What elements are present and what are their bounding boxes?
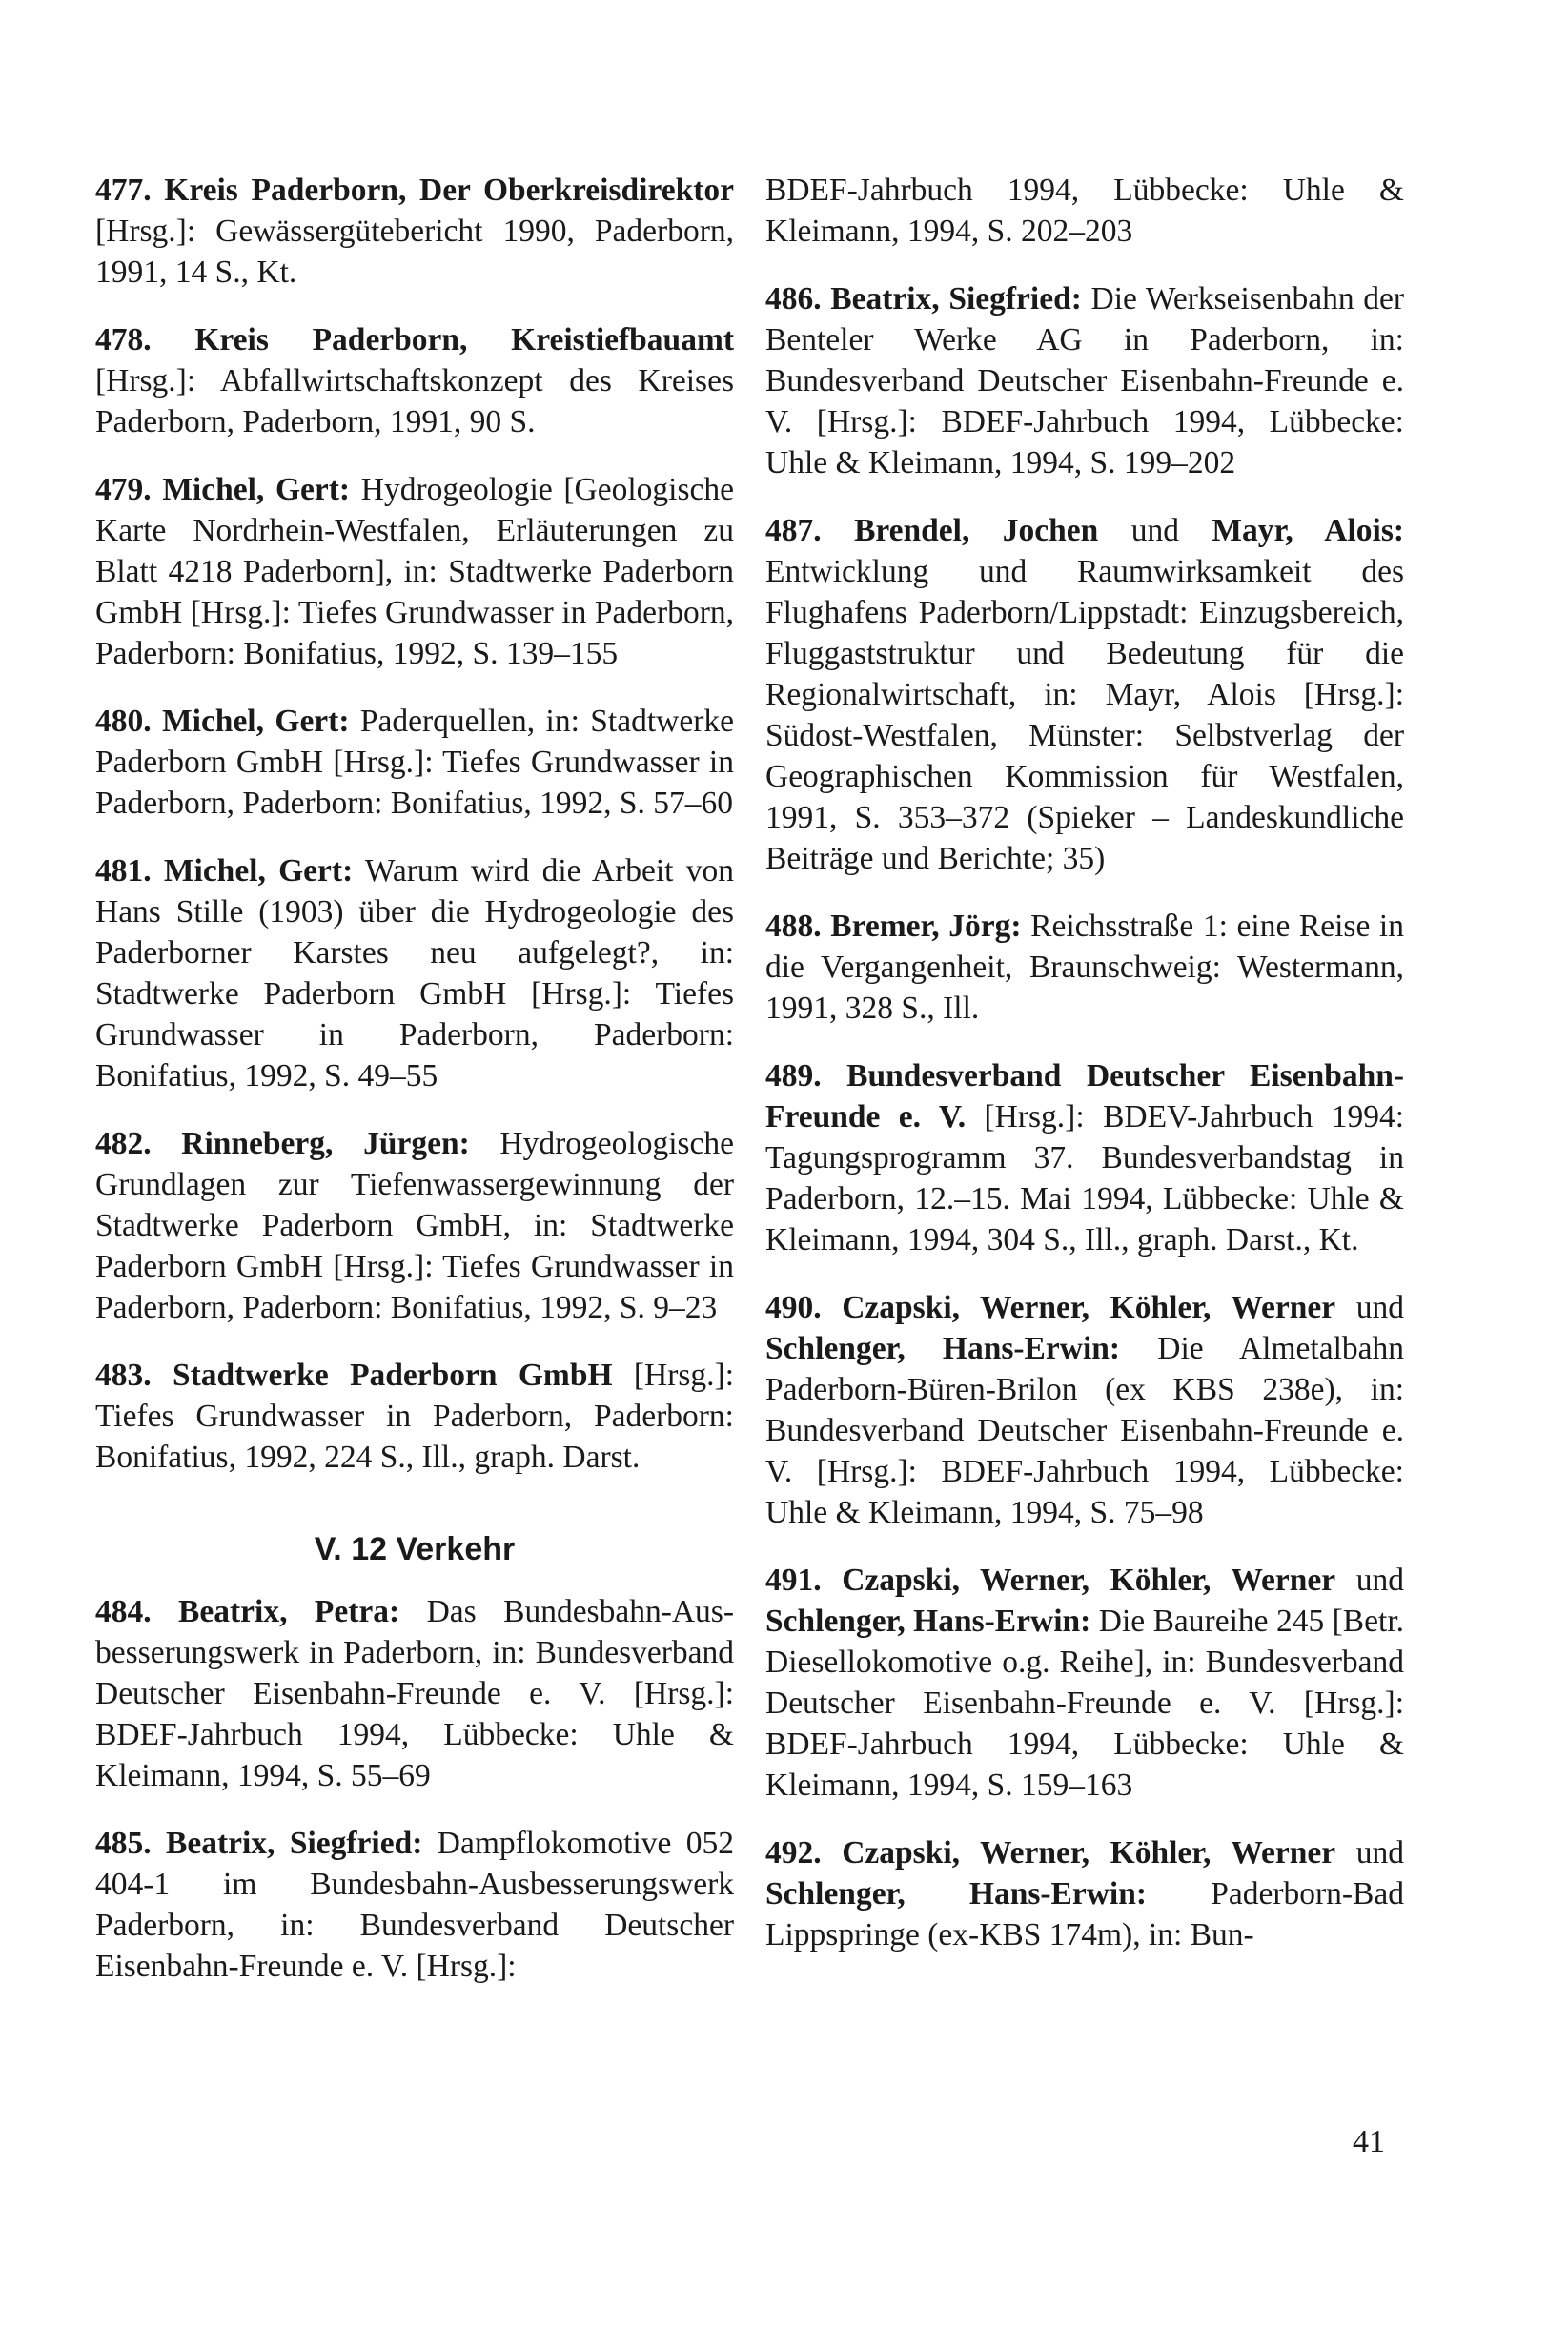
entry-author: Michel, Gert: [162, 472, 351, 507]
entry-number: 483. [95, 1358, 152, 1393]
entry-author: Bremer, Jörg: [830, 909, 1022, 944]
bib-entry-478 [95, 319, 734, 442]
entry-number: 489. [765, 1058, 822, 1094]
entry-author-2: Schlenger, Hans-Erwin: [765, 1331, 1121, 1366]
entry-text: Die Almetalbahn Paderborn-Büren-Brilon (ex KBS 238e), in: Bundesverband Deutscher Eisenbahn-Freunde e. V. [Hrsg.]: BDEF-Jahrbuch 1994, Lübbecke: Uhle & Kleimann, 1994, S. 75–98 [765, 1331, 1405, 1530]
entry-author: Beatrix, Petra: [178, 1594, 400, 1629]
entry-conjunction: und [1355, 1290, 1405, 1325]
entry-number: 492. [765, 1835, 822, 1871]
entry-conjunction: und [1355, 1835, 1405, 1871]
entry-text: Warum wird die Arbeit von Hans Stille (1903) über die Hydrogeologie des Paderborner Karstes neu aufgelegt?, in: Stadtwerke Paderborn GmbH [Hrsg.]: Tiefes Grundwasser in Paderborn, Paderborn: Bonifatius, 1992, S. 49–55 [95, 853, 734, 1094]
entry-text: Entwicklung und Raumwirksamkeit des Flughafens Paderborn/Lippstadt: Einzugsbereich, Fluggaststruktur und Bedeutung für die Regionalwirtschaft, in: Mayr, Alois [Hrsg.]: Südost-Westfalen, Münster: Selbstverlag der Geographischen Kommission für Westfalen, 1991, S. 353–372 (Spieker – Landeskundliche Beiträge und Berichte; 35) [765, 554, 1404, 876]
entry-conjunction: und [1355, 1563, 1405, 1598]
bib-entry-491 [765, 1560, 1404, 1806]
bib-entry-482 [95, 1123, 734, 1328]
bib-entry-484 [95, 1591, 734, 1796]
entry-author: Czapski, Werner, Köhler, Werner [842, 1563, 1336, 1598]
entry-number: 490. [765, 1290, 822, 1325]
entry-number: 484. [95, 1594, 152, 1629]
bib-entry-479 [95, 469, 734, 674]
bib-entry-488 [765, 906, 1404, 1029]
bib-entry-481 [95, 850, 734, 1096]
entry-author: Bundesverband Deutscher Eisenbahn-Freunde e. V. [765, 1058, 1404, 1135]
entry-number: 480. [95, 704, 152, 739]
entry-number: 487. [765, 513, 822, 548]
entry-text: Dampflokomotive 052 404-1 im Bundesbahn-Ausbesserungswerk Paderborn, in: Bundesverband Deutscher Eisenbahn-Freunde e. V. [Hrsg.]: [95, 1826, 735, 1984]
bib-entry-490 [765, 1287, 1404, 1533]
entry-author: Kreis Paderborn, Kreistiefbauamt [194, 322, 734, 358]
bib-entry-487 [765, 510, 1404, 879]
entry-number: 491. [765, 1563, 822, 1598]
entry-text: Das Bundesbahn-Ausbesserungswerk in Paderborn, in: Bundesverband Deutscher Eisenbahn-Freunde e. V. [Hrsg.]: BDEF-Jahrbuch 1994, Lübbecke: Uhle & Kleimann, 1994, S. 55–69 [95, 1594, 735, 1793]
entry-number: 477. [95, 173, 152, 208]
entry-author: Michel, Gert: [163, 853, 354, 889]
entry-author: Czapski, Werner, Köhler, Werner [842, 1290, 1336, 1325]
entry-number: 478. [95, 322, 152, 358]
bib-entry-480 [95, 701, 734, 824]
entry-number: 481. [95, 853, 152, 889]
entry-text: Die Werkseisenbahn der Benteler Werke AG in Paderborn, in: Bundesverband Deutscher Eisenbahn-Freunde e. V. [Hrsg.]: BDEF-Jahrbuch 1994, Lübbecke: Uhle & Kleimann, 1994, S. 199–202 [765, 281, 1405, 480]
entry-author: Beatrix, Siegfried: [830, 281, 1082, 317]
entry-number: 488. [765, 909, 822, 944]
entry-text: [Hrsg.]: BDEV-Jahrbuch 1994: Tagungsprogramm 37. Bundesverbandstag in Paderborn, 12.–15. Mai 1994, Lübbecke: Uhle & Kleimann, 1994, 304 S., Ill., graph. Darst., Kt. [765, 1099, 1404, 1257]
entry-number: 482. [95, 1126, 152, 1161]
entry-author: Brendel, Jochen [854, 513, 1099, 548]
entry-text: Paderquellen, in: Stadtwerke Paderborn GmbH [Hrsg.]: Tiefes Grundwasser in Paderborn, Paderborn: Bonifatius, 1992, S. 57–60 [95, 704, 734, 821]
entry-author: Kreis Paderborn, Der Oberkreisdirektor [164, 173, 734, 208]
entry-number: 486. [765, 281, 822, 317]
left-column [95, 170, 734, 2014]
entry-author: Michel, Gert: [162, 704, 350, 739]
entry-author: Stadtwerke Paderborn GmbH [172, 1358, 613, 1393]
entry-number: 485. [95, 1826, 152, 1861]
bib-entry-483 [95, 1355, 734, 1478]
entry-author: Czapski, Werner, Köhler, Werner [842, 1835, 1336, 1871]
entry-conjunction: und [1130, 513, 1179, 548]
entry-author: Rinneberg, Jürgen: [181, 1126, 470, 1161]
bib-entry-477 [95, 170, 734, 293]
bib-entry-486 [765, 278, 1404, 483]
page-number: 41 [1353, 2124, 1385, 2159]
entry-text: Paderborn-Bad Lippspringe (ex-KBS 174m), in: Bun- [765, 1876, 1405, 1952]
entry-text: Die Baureihe 245 [Betr. Diesellokomotive o.g. Reihe], in: Bundesverband Deutscher Eisenbahn-Freunde e. V. [Hrsg.]: BDEF-Jahrbuch 1994, Lübbecke: Uhle & Kleimann, 1994, S. 159–163 [765, 1604, 1404, 1803]
entry-text: [Hrsg.]: Gewässergütebericht 1990, Paderborn, 1991, 14 S., Kt. [95, 214, 734, 290]
entry-text: Reichsstraße 1: eine Reise in die Vergangenheit, Braunschweig: Westermann, 1991, 328 S., Ill. [765, 909, 1404, 1026]
entry-text: [Hrsg.]: Tiefes Grundwasser in Paderborn, Paderborn: Bonifatius, 1992, 224 S., Ill., graph. Darst. [95, 1358, 735, 1475]
entry-number: 479. [95, 472, 152, 507]
entry-text: Hydrogeologische Grundlagen zur Tiefenwassergewinnung der Stadtwerke Paderborn GmbH, in: Stadtwerke Paderborn GmbH [Hrsg.]: Tiefes Grundwasser in Paderborn, Paderborn: Bonifatius, 1992, S. 9–23 [95, 1126, 735, 1325]
bib-entry-492 [765, 1832, 1404, 1955]
entry-author: Beatrix, Siegfried: [166, 1826, 423, 1861]
entry-author-2: Schlenger, Hans-Erwin: [765, 1604, 1091, 1639]
section-heading: V. 12 Verkehr [314, 1531, 516, 1567]
entry-author-2: Schlenger, Hans-Erwin: [765, 1876, 1148, 1911]
entry-text: [Hrsg.]: Abfallwirtschaftskonzept des Kreises Paderborn, Paderborn, 1991, 90 S. [95, 363, 734, 440]
bib-entry-continuation: BDEF-Jahrbuch 1994, Lübbecke: Uhle & Kleimann, 1994, S. 202–203 [765, 173, 1404, 249]
bib-entry-485 [95, 1823, 734, 1987]
right-column [765, 170, 1404, 1982]
entry-author-2: Mayr, Alois: [1212, 513, 1405, 548]
bib-entry-489 [765, 1055, 1404, 1260]
entry-text: Hydrogeologie [Geologische Karte Nordrhein-Westfalen, Erläuterungen zu Blatt 4218 Paderborn], in: Stadtwerke Paderborn GmbH [Hrsg.]: Tiefes Grundwasser in Paderborn, Paderborn: Bonifatius, 1992, S. 139–155 [95, 472, 735, 671]
